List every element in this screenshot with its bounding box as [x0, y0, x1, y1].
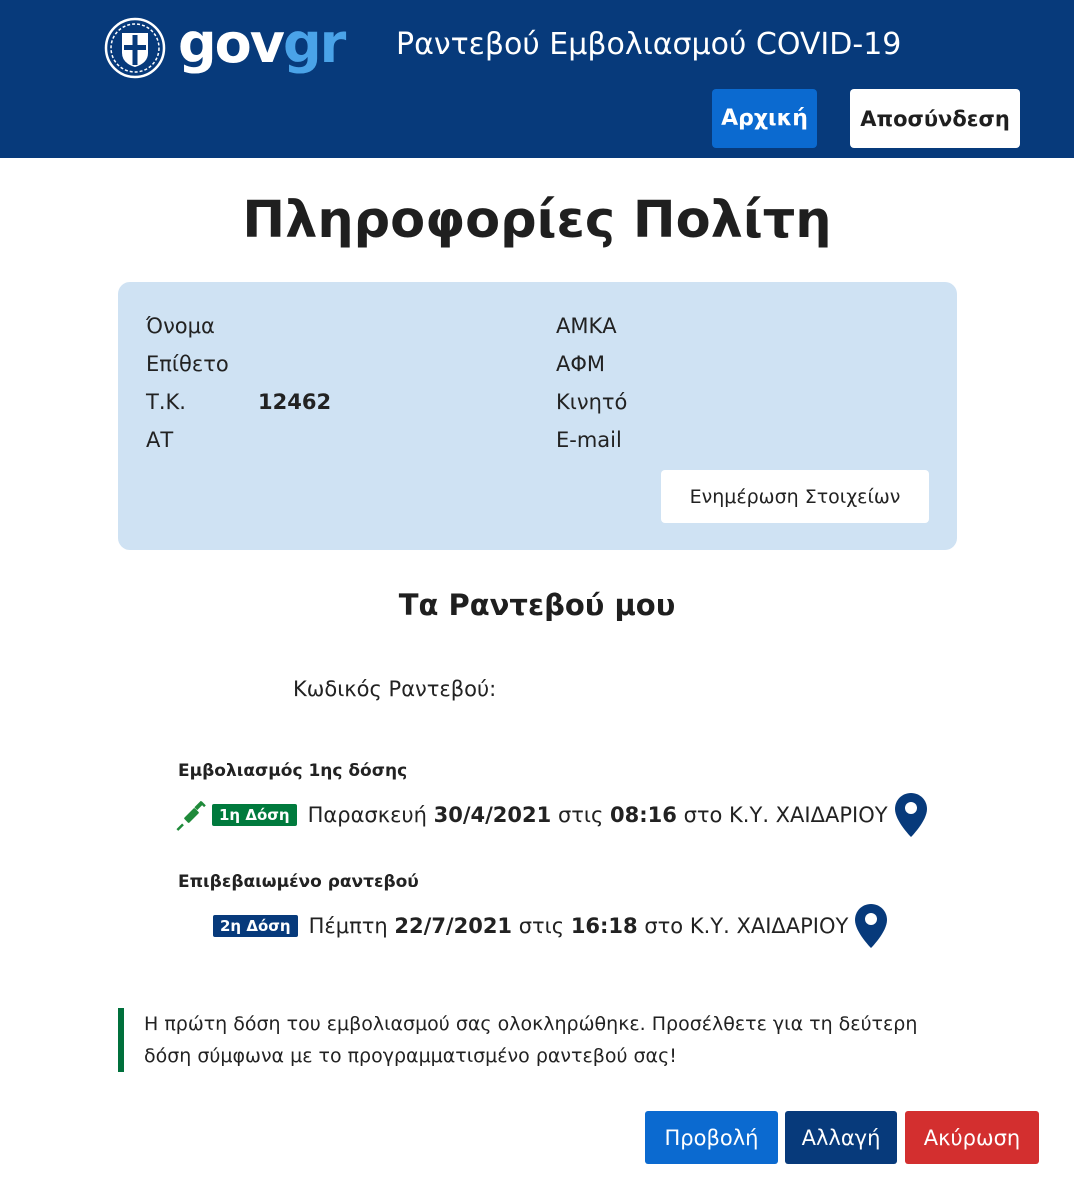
change-button[interactable]: Αλλαγή: [785, 1111, 897, 1164]
map-pin-icon[interactable]: [894, 792, 928, 838]
id-card-label: ΑΤ: [146, 428, 174, 452]
appointment-1-time: 08:16: [610, 803, 677, 827]
appointment-2-heading: Επιβεβαιωμένο ραντεβού: [178, 872, 419, 892]
page-title: Πληροφορίες Πολίτη: [242, 191, 832, 250]
appointment-1-place: στο Κ.Υ. ΧΑΙΔΑΡΙΟΥ: [683, 803, 888, 827]
appointment-1-day: Παρασκευή: [307, 803, 427, 827]
amka-label: ΑΜΚΑ: [556, 314, 617, 338]
app-title: Ραντεβού Εμβολιασμού COVID-19: [396, 27, 902, 62]
appointment-1-heading: Εμβολιασμός 1ης δόσης: [178, 761, 408, 781]
cancel-button[interactable]: Ακύρωση: [905, 1111, 1039, 1164]
afm-label: ΑΦΜ: [556, 352, 606, 376]
appointment-1-row: [176, 797, 928, 833]
appointments-title: Τα Ραντεβού μου: [398, 588, 676, 622]
logo-gov-text: gov: [178, 12, 283, 75]
greek-emblem-icon[interactable]: [104, 17, 166, 79]
appointment-1-at-word: στις: [557, 803, 604, 827]
logout-button[interactable]: Αποσύνδεση: [850, 89, 1020, 148]
last-name-label: Επίθετο: [146, 352, 229, 376]
appointment-2-at-word: στις: [518, 914, 565, 938]
home-button[interactable]: Αρχική: [712, 89, 817, 148]
update-info-button[interactable]: Ενημέρωση Στοιχείων: [661, 470, 929, 523]
appointment-code-label: Κωδικός Ραντεβού:: [293, 677, 497, 701]
first-name-label: Όνομα: [146, 314, 215, 338]
syringe-icon: [176, 799, 208, 831]
appointment-2-time: 16:18: [570, 914, 638, 938]
citizen-info-card: [118, 282, 957, 550]
postal-code-value: 12462: [258, 390, 332, 414]
appointment-2-row: [213, 908, 888, 944]
appointment-1-date: 30/4/2021: [433, 803, 552, 827]
govgr-logo[interactable]: [178, 8, 344, 80]
dose-1-badge: 1η Δόση: [212, 804, 297, 826]
header-bar: [0, 0, 1074, 158]
email-label: E-mail: [556, 428, 622, 452]
mobile-label: Κινητό: [556, 390, 628, 414]
logo-gr-text: gr: [282, 12, 345, 75]
appointment-2-day: Πέμπτη: [308, 914, 388, 938]
dose-2-badge: 2η Δόση: [213, 915, 298, 937]
appointment-2-place: στο Κ.Υ. ΧΑΙΔΑΡΙΟΥ: [644, 914, 849, 938]
appointment-2-date: 22/7/2021: [394, 914, 513, 938]
completion-notice: Η πρώτη δόση του εμβολιασμού σας ολοκληρώθηκε. Προσέλθετε για τη δεύτερη δόση σύμφωνα με το προγραμματισμένο ραντεβού σας!: [118, 1008, 918, 1072]
map-pin-icon[interactable]: [854, 903, 888, 949]
postal-code-label: Τ.Κ.: [146, 390, 186, 414]
view-button[interactable]: Προβολή: [645, 1111, 778, 1164]
